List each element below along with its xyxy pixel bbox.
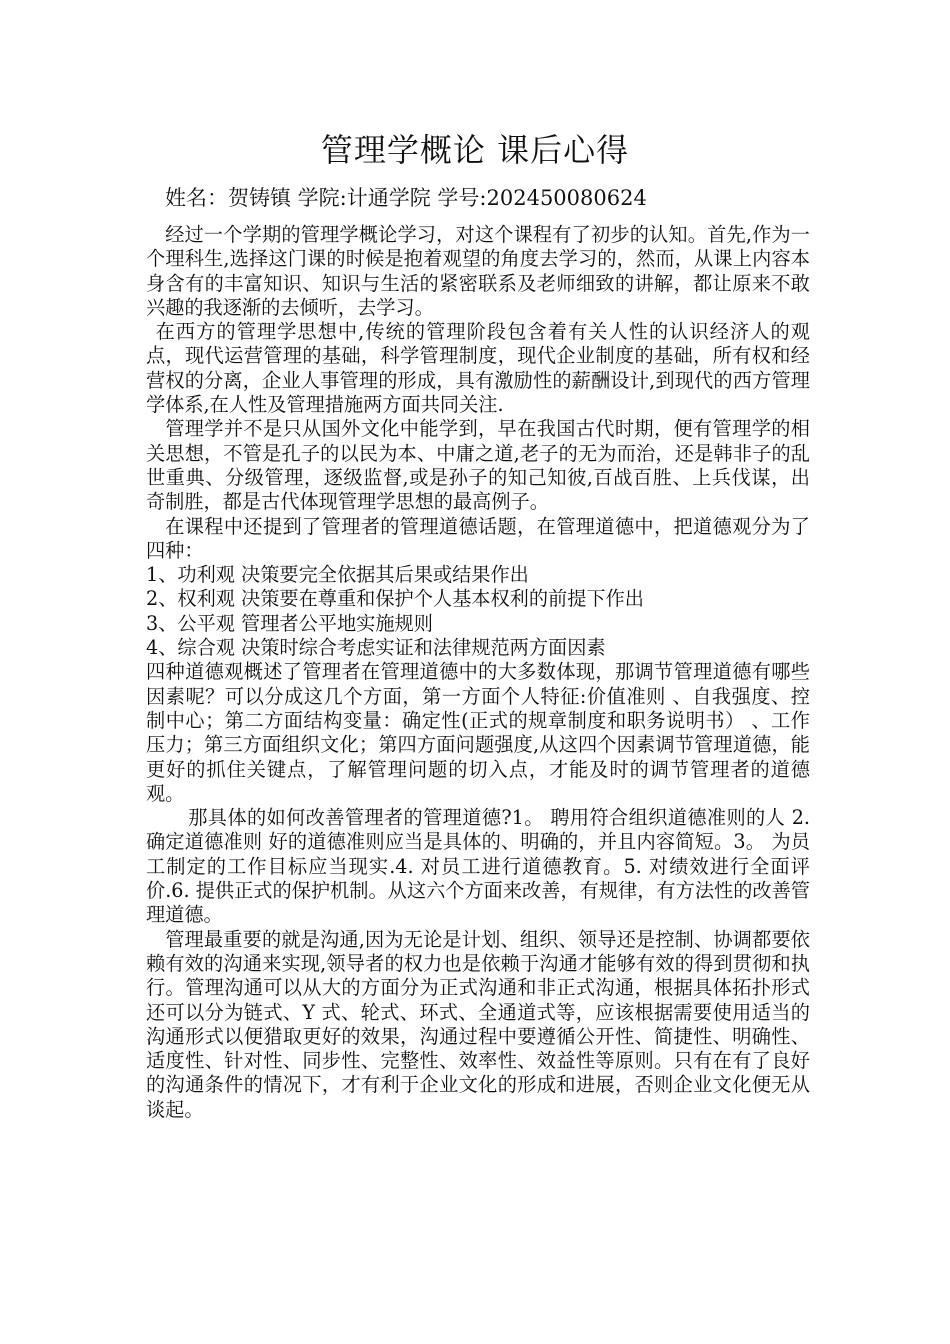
paragraph-ethics-factors: 四种道德观概述了管理者在管理道德中的大多数体现，那调节管理道德有哪些因素呢？可以分成这几个方面，第一方面个人特征:价值准则 、自我强度、控制中心；第二方面结构变量：确定性(正式的规章制度和职务说明书） 、工作压力；第三方面组织文化；第四方面问题强度,从这四个因素调节管理道德，能更好的抓住关键点，了解管理问题的切入点，才能及时的调节管理者的道德观。 bbox=[146, 660, 810, 805]
list-item-integrative: 4、综合观 决策时综合考虑实证和法律规范两方面因素 bbox=[146, 636, 606, 660]
list-item-justice: 3、公平观 管理者公平地实施规则 bbox=[146, 611, 433, 635]
student-info: 姓名：贺铸镇 学院:计通学院 学号:202450080624 bbox=[165, 186, 647, 210]
document-title: 管理学概论 课后心得 bbox=[320, 131, 630, 169]
paragraph-ethics-intro: 在课程中还提到了管理者的管理道德话题，在管理道德中，把道德观分为了四种： bbox=[146, 514, 810, 562]
paragraph-western-thought: 在西方的管理学思想中,传统的管理阶段包含着有关人性的认识经济人的观点，现代运营管理的基础，科学管理制度，现代企业制度的基础，所有权和经营权的分离，企业人事管理的形成，具有激励性的薪酬设计,到现代的西方管理学体系,在人性及管理措施两方面共同关注. bbox=[146, 320, 810, 417]
paragraph-intro: 经过一个学期的管理学概论学习，对这个课程有了初步的认知。首先,作为一个理科生,选择这门课的时候是抱着观望的角度去学习的，然而，从课上内容本身含有的丰富知识、知识与生活的紧密联系及老师细致的讲解，都让原来不敢兴趣的我逐渐的去倾听，去学习。 bbox=[146, 223, 810, 319]
paragraph-improve-ethics: 那具体的如何改善管理者的管理道德?1。 聘用符合组织道德准则的人 2. 确定道德准则 好的道德准则应当是具体的、明确的，并且内容简短。3。 为员工制定的工作目标应当现实.4. 对员工进行道德教育。5. 对绩效进行全面评价.6. 提供正式的保护机制。从这六个方面来改善，有规律，有方法性的改善管理道德。 bbox=[146, 806, 810, 927]
document-body bbox=[146, 223, 810, 1122]
paragraph-communication: 管理最重要的就是沟通,因为无论是计划、组织、领导还是控制、协调都要依赖有效的沟通来实现,领导者的权力也是依赖于沟通才能够有效的得到贯彻和执行。管理沟通可以从大的方面分为正式沟通和非正式沟通，根据具体拓扑形式还可以分为链式、Y 式、轮式、环式、全通道式等，应该根据需要使用适当的沟通形式以便猎取更好的效果，沟通过程中要遵循公开性、简捷性、明确性、适度性、针对性、同步性、完整性、效率性、效益性等原则。只有在有了良好的沟通条件的情况下，才有利于企业文化的形成和进展，否则企业文化便无从谈起。 bbox=[146, 927, 810, 1121]
list-item-utilitarian: 1、功利观 决策要完全依据其后果或结果作出 bbox=[146, 563, 529, 587]
list-item-rights: 2、权利观 决策要在尊重和保护个人基本权利的前提下作出 bbox=[146, 587, 644, 611]
paragraph-ancient-china: 管理学并不是只从国外文化中能学到，早在我国古代时期，便有管理学的相关思想，不管是孔子的以民为本、中庸之道,老子的无为而治，还是韩非子的乱世重典、分级管理，逐级监督,或是孙子的知己知彼,百战百胜、上兵伐谋，出奇制胜，都是古代体现管理学思想的最高例子。 bbox=[146, 417, 810, 514]
